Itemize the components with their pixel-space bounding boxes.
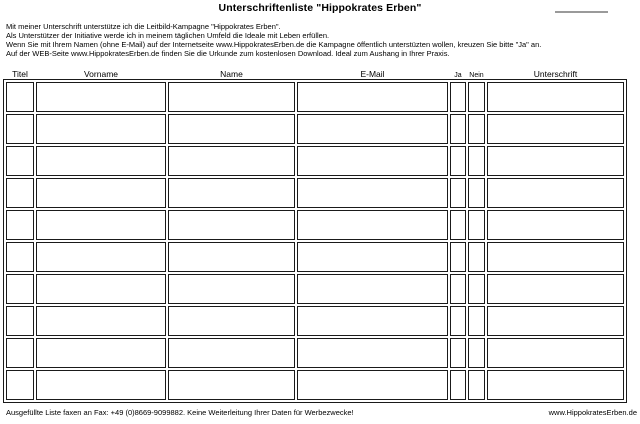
- column-header-nein: Nein: [469, 72, 484, 79]
- cell-name[interactable]: [168, 82, 295, 112]
- column-header-name: Name: [220, 69, 243, 79]
- cell-ja[interactable]: [450, 178, 466, 208]
- cell-nein[interactable]: [468, 146, 485, 176]
- cell-name[interactable]: [168, 274, 295, 304]
- cell-name[interactable]: [168, 242, 295, 272]
- page-title: Unterschriftenliste "Hippokrates Erben": [218, 2, 422, 14]
- cell-nein[interactable]: [468, 82, 485, 112]
- cell-titel[interactable]: [6, 338, 34, 368]
- cell-name[interactable]: [168, 370, 295, 400]
- cell-name[interactable]: [168, 146, 295, 176]
- cell-nein[interactable]: [468, 274, 485, 304]
- cell-vorname[interactable]: [36, 114, 166, 144]
- cell-unterschrift[interactable]: [487, 178, 624, 208]
- cell-email[interactable]: [297, 274, 448, 304]
- cell-ja[interactable]: [450, 210, 466, 240]
- cell-email[interactable]: [297, 242, 448, 272]
- footer: [6, 408, 637, 417]
- cell-ja[interactable]: [450, 82, 466, 112]
- cell-name[interactable]: [168, 210, 295, 240]
- cell-nein[interactable]: [468, 114, 485, 144]
- cell-name[interactable]: [168, 306, 295, 336]
- cell-unterschrift[interactable]: [487, 306, 624, 336]
- cell-ja[interactable]: [450, 338, 466, 368]
- cell-ja[interactable]: [450, 306, 466, 336]
- table-row: [6, 178, 624, 208]
- cell-ja[interactable]: [450, 370, 466, 400]
- column-header-titel: Titel: [12, 69, 28, 79]
- cell-unterschrift[interactable]: [487, 338, 624, 368]
- intro-line: Mit meiner Unterschrift unterstütze ich die Leitbild-Kampagne "Hippokrates Erben".: [6, 22, 281, 31]
- cell-unterschrift[interactable]: [487, 274, 624, 304]
- cell-titel[interactable]: [6, 242, 34, 272]
- cell-nein[interactable]: [468, 306, 485, 336]
- table-row: [6, 146, 624, 176]
- table-row: [6, 242, 624, 272]
- table-row: [6, 210, 624, 240]
- cell-email[interactable]: [297, 82, 448, 112]
- cell-nein[interactable]: [468, 338, 485, 368]
- cell-nein[interactable]: [468, 370, 485, 400]
- cell-ja[interactable]: [450, 274, 466, 304]
- cell-vorname[interactable]: [36, 274, 166, 304]
- table-row: [6, 274, 624, 304]
- cell-vorname[interactable]: [36, 210, 166, 240]
- cell-name[interactable]: [168, 114, 295, 144]
- cell-email[interactable]: [297, 370, 448, 400]
- cell-name[interactable]: [168, 178, 295, 208]
- intro-line: Auf der WEB-Seite www.HippokratesErben.de finden Sie die Urkunde zum kostenlosen Download. Ideal zum Aushang in Ihrer Praxis.: [6, 49, 450, 58]
- cell-titel[interactable]: [6, 82, 34, 112]
- intro-line: Wenn Sie mit Ihrem Namen (ohne E-Mail) auf der Internetseite www.HippokratesErben.de die Kampagne öffentlich unterstüzten wollen, kreuzen Sie bitte "Ja" an.: [6, 40, 542, 49]
- cell-name[interactable]: [168, 338, 295, 368]
- signature-table-body: [6, 82, 624, 400]
- cell-titel[interactable]: [6, 210, 34, 240]
- cell-titel[interactable]: [6, 370, 34, 400]
- cell-unterschrift[interactable]: [487, 146, 624, 176]
- table-row: [6, 370, 624, 400]
- cell-unterschrift[interactable]: [487, 114, 624, 144]
- cell-vorname[interactable]: [36, 306, 166, 336]
- cell-titel[interactable]: [6, 146, 34, 176]
- cell-email[interactable]: [297, 306, 448, 336]
- footer-fax-note: Ausgefüllte Liste faxen an Fax: +49 (0)8669-9099882. Keine Weiterleitung Ihrer Daten für Werbezwecke!: [6, 408, 354, 417]
- cell-email[interactable]: [297, 114, 448, 144]
- cell-unterschrift[interactable]: [487, 370, 624, 400]
- cell-titel[interactable]: [6, 178, 34, 208]
- cell-email[interactable]: [297, 178, 448, 208]
- cell-titel[interactable]: [6, 274, 34, 304]
- intro-line: Als Unterstützer der Initiative werde ich in meinem täglichen Umfeld die Ideale mit Leben erfüllen.: [6, 31, 330, 40]
- cell-vorname[interactable]: [36, 146, 166, 176]
- cell-vorname[interactable]: [36, 338, 166, 368]
- table-row: [6, 114, 624, 144]
- cell-nein[interactable]: [468, 210, 485, 240]
- cell-email[interactable]: [297, 146, 448, 176]
- cell-titel[interactable]: [6, 114, 34, 144]
- signature-table: [3, 67, 627, 403]
- column-header-email: E-Mail: [360, 69, 385, 79]
- cell-unterschrift[interactable]: [487, 242, 624, 272]
- cell-unterschrift[interactable]: [487, 82, 624, 112]
- column-header-vorname: Vorname: [83, 69, 119, 79]
- cell-vorname[interactable]: [36, 178, 166, 208]
- cell-email[interactable]: [297, 338, 448, 368]
- cell-vorname[interactable]: [36, 82, 166, 112]
- cell-vorname[interactable]: [36, 370, 166, 400]
- intro-paragraph: [6, 22, 638, 58]
- cell-nein[interactable]: [468, 242, 485, 272]
- table-row: [6, 82, 624, 112]
- signature-table-grid: [3, 79, 627, 403]
- cell-vorname[interactable]: [36, 242, 166, 272]
- cell-ja[interactable]: [450, 242, 466, 272]
- date-fill-line: [555, 11, 608, 13]
- cell-unterschrift[interactable]: [487, 210, 624, 240]
- footer-website: www.HippokratesErben.de: [548, 408, 637, 417]
- cell-ja[interactable]: [450, 114, 466, 144]
- table-row: [6, 306, 624, 336]
- cell-ja[interactable]: [450, 146, 466, 176]
- cell-nein[interactable]: [468, 178, 485, 208]
- table-row: [6, 338, 624, 368]
- cell-titel[interactable]: [6, 306, 34, 336]
- column-header-ja: Ja: [454, 72, 462, 79]
- column-header-row: [4, 67, 626, 79]
- column-header-unterschrift: Unterschrift: [533, 69, 578, 79]
- cell-email[interactable]: [297, 210, 448, 240]
